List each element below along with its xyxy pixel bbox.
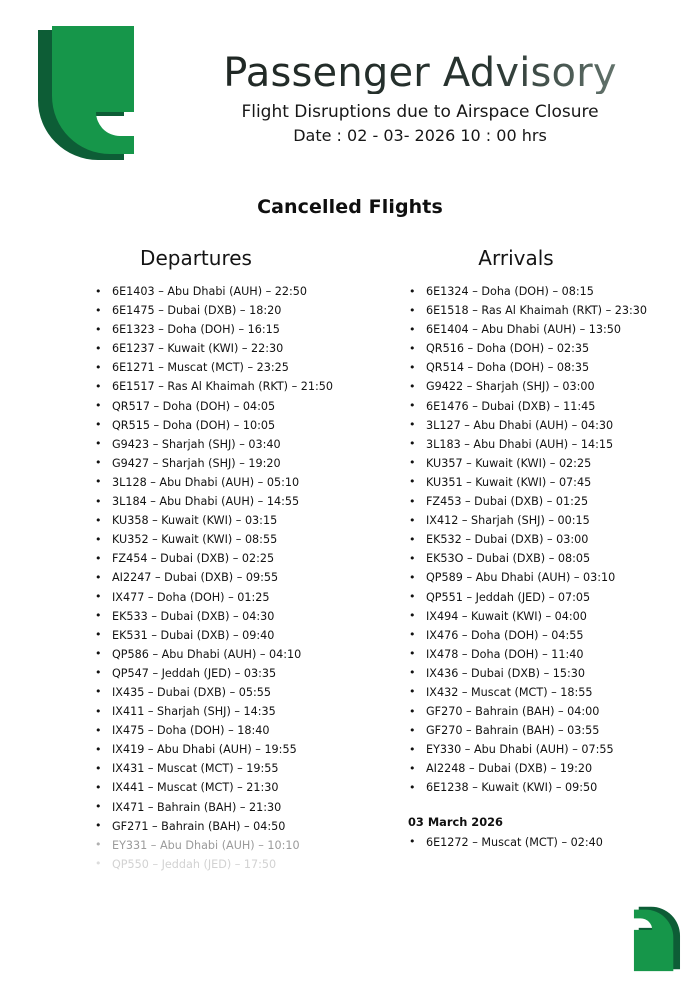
- flight-list-item: • EK532 – Dubai (DXB) – 03:00: [402, 530, 700, 549]
- logo-watermark-main-layer: [628, 902, 685, 974]
- flight-list-item: • GF270 – Bahrain (BAH) – 03:55: [402, 721, 700, 740]
- flight-list-item: • KU351 – Kuwait (KWI) – 07:45: [402, 473, 700, 492]
- flight-list-item: • QR515 – Doha (DOH) – 10:05: [88, 416, 340, 435]
- flight-list-item: • GF271 – Bahrain (BAH) – 04:50: [88, 817, 340, 836]
- arrivals-list: [402, 282, 700, 798]
- departures-list: [88, 282, 340, 874]
- logo-main-layer: [28, 20, 146, 170]
- flight-list-item: • IX441 – Muscat (MCT) – 21:30: [88, 778, 340, 797]
- flight-list-item: • QP586 – Abu Dhabi (AUH) – 04:10: [88, 645, 340, 664]
- flight-list-item: • 3L127 – Abu Dhabi (AUH) – 04:30: [402, 416, 700, 435]
- flight-list-item: • 6E1475 – Dubai (DXB) – 18:20: [88, 301, 340, 320]
- departures-column: [0, 246, 340, 874]
- flight-list-item: • IX494 – Kuwait (KWI) – 04:00: [402, 607, 700, 626]
- flight-list-item: • 6E1272 – Muscat (MCT) – 02:40: [402, 833, 700, 852]
- flight-list-item: • AI2248 – Dubai (DXB) – 19:20: [402, 759, 700, 778]
- flight-list-item: • IX431 – Muscat (MCT) – 19:55: [88, 759, 340, 778]
- flight-list-item: • 6E1518 – Ras Al Khaimah (RKT) – 23:30: [402, 301, 700, 320]
- flight-list-item: • G9427 – Sharjah (SHJ) – 19:20: [88, 454, 340, 473]
- flight-list-item: • 3L184 – Abu Dhabi (AUH) – 14:55: [88, 492, 340, 511]
- flight-list-item: • 3L128 – Abu Dhabi (AUH) – 05:10: [88, 473, 340, 492]
- flight-list-item: • IX419 – Abu Dhabi (AUH) – 19:55: [88, 740, 340, 759]
- flight-list-item: • 6E1517 – Ras Al Khaimah (RKT) – 21:50: [88, 377, 340, 396]
- flight-list-item: • IX412 – Sharjah (SHJ) – 00:15: [402, 511, 700, 530]
- flight-list-item: • EY330 – Abu Dhabi (AUH) – 07:55: [402, 740, 700, 759]
- flight-list-item: • 6E1404 – Abu Dhabi (AUH) – 13:50: [402, 320, 700, 339]
- section-heading-cancelled-flights: Cancelled Flights: [257, 196, 443, 218]
- flight-list-item: • IX475 – Doha (DOH) – 18:40: [88, 721, 340, 740]
- flight-list-item: • 6E1403 – Abu Dhabi (AUH) – 22:50: [88, 282, 340, 301]
- page-title: Passenger Advisory: [150, 52, 690, 94]
- title-block: [150, 52, 690, 146]
- flight-list-item: • QR517 – Doha (DOH) – 04:05: [88, 397, 340, 416]
- advisory-header: [0, 0, 700, 182]
- flight-list-item: • IX436 – Dubai (DXB) – 15:30: [402, 664, 700, 683]
- flight-list-item: • QR514 – Doha (DOH) – 08:35: [402, 358, 700, 377]
- flight-list-item: • EK531 – Dubai (DXB) – 09:40: [88, 626, 340, 645]
- advisory-date: Date : 02 - 03- 2026 10 : 00 hrs: [293, 126, 547, 146]
- arrivals-next-day-list: [402, 833, 700, 852]
- airline-logo-watermark: [628, 902, 685, 974]
- flight-list-item: • KU357 – Kuwait (KWI) – 02:25: [402, 454, 700, 473]
- flight-list-item: • FZ454 – Dubai (DXB) – 02:25: [88, 549, 340, 568]
- flight-list-item: • KU352 – Kuwait (KWI) – 08:55: [88, 530, 340, 549]
- flight-list-item: • QP547 – Jeddah (JED) – 03:35: [88, 664, 340, 683]
- flight-list-item: • QP550 – Jeddah (JED) – 17:50: [88, 855, 340, 874]
- departures-heading: Departures: [140, 246, 252, 270]
- flight-list-item: • IX471 – Bahrain (BAH) – 21:30: [88, 798, 340, 817]
- flight-list-item: • IX432 – Muscat (MCT) – 18:55: [402, 683, 700, 702]
- flight-list-item: • G9423 – Sharjah (SHJ) – 03:40: [88, 435, 340, 454]
- flight-list-item: • QP551 – Jeddah (JED) – 07:05: [402, 588, 700, 607]
- flight-list-item: • 3L183 – Abu Dhabi (AUH) – 14:15: [402, 435, 700, 454]
- flight-list-item: • EK53O – Dubai (DXB) – 08:05: [402, 549, 700, 568]
- flight-list-item: • EY331 – Abu Dhabi (AUH) – 10:10: [88, 836, 340, 855]
- flight-list-item: • EK533 – Dubai (DXB) – 04:30: [88, 607, 340, 626]
- flight-list-item: • KU358 – Kuwait (KWI) – 03:15: [88, 511, 340, 530]
- flight-list-item: • IX435 – Dubai (DXB) – 05:55: [88, 683, 340, 702]
- flight-list-item: • 6E1476 – Dubai (DXB) – 11:45: [402, 397, 700, 416]
- flight-list-item: • QR516 – Doha (DOH) – 02:35: [402, 339, 700, 358]
- flight-list-item: • G9422 – Sharjah (SHJ) – 03:00: [402, 377, 700, 396]
- flight-list-item: • 6E1324 – Doha (DOH) – 08:15: [402, 282, 700, 301]
- flight-list-item: • 6E1271 – Muscat (MCT) – 23:25: [88, 358, 340, 377]
- arrivals-heading: Arrivals: [478, 246, 554, 270]
- flight-list-item: • AI2247 – Dubai (DXB) – 09:55: [88, 568, 340, 587]
- page-subtitle: Flight Disruptions due to Airspace Closure: [241, 102, 599, 122]
- flight-list-item: • IX411 – Sharjah (SHJ) – 14:35: [88, 702, 340, 721]
- flight-list-item: • 6E1323 – Doha (DOH) – 16:15: [88, 320, 340, 339]
- arrivals-subsection-date: 03 March 2026: [408, 814, 503, 829]
- flight-list-item: • 6E1238 – Kuwait (KWI) – 09:50: [402, 778, 700, 797]
- flight-list-item: • 6E1237 – Kuwait (KWI) – 22:30: [88, 339, 340, 358]
- flight-list-item: • QP589 – Abu Dhabi (AUH) – 03:10: [402, 568, 700, 587]
- flight-list-item: • GF270 – Bahrain (BAH) – 04:00: [402, 702, 700, 721]
- airline-logo: [28, 20, 146, 170]
- flight-list-item: • FZ453 – Dubai (DXB) – 01:25: [402, 492, 700, 511]
- flight-list-item: • IX477 – Doha (DOH) – 01:25: [88, 588, 340, 607]
- flight-columns: [0, 246, 700, 874]
- flight-list-item: • IX476 – Doha (DOH) – 04:55: [402, 626, 700, 645]
- arrivals-column: [340, 246, 700, 852]
- flight-list-item: • IX478 – Doha (DOH) – 11:40: [402, 645, 700, 664]
